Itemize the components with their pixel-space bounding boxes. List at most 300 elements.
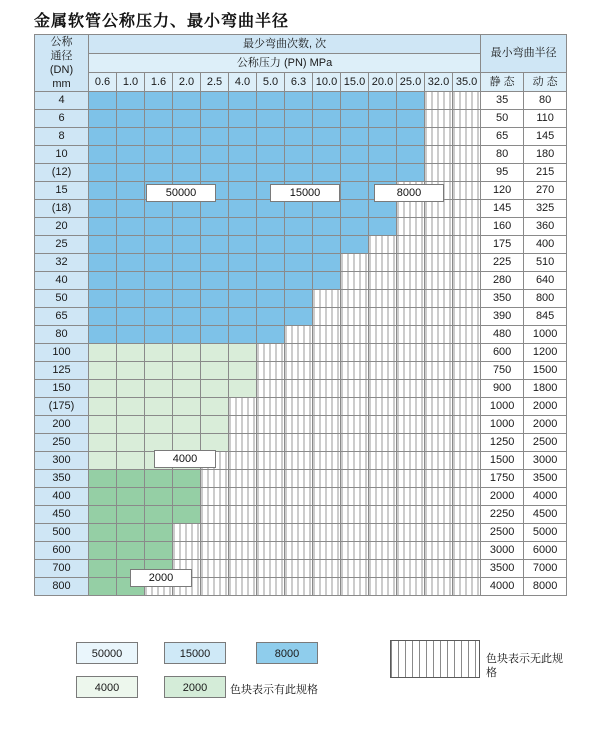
pn-value-header-13: 35.0: [453, 73, 481, 92]
cell-r22-c1: [117, 488, 145, 506]
cell-r1-c4: [201, 110, 229, 128]
cell-r23-c4: [201, 506, 229, 524]
legend-swatch-4000: 4000: [76, 676, 138, 698]
cell-r18-c0: [89, 416, 117, 434]
row-dynamic-radius: 510: [524, 254, 567, 272]
pn-value-header-2: 1.6: [145, 73, 173, 92]
cell-r16-c1: [117, 380, 145, 398]
row-dynamic-radius: 3500: [524, 470, 567, 488]
table-row: [35, 110, 567, 128]
table-row: [35, 218, 567, 236]
cell-r9-c0: [89, 254, 117, 272]
cell-r12-c8: [313, 308, 341, 326]
cell-r3-c3: [173, 146, 201, 164]
cell-r10-c7: [285, 272, 313, 290]
table-row: [35, 398, 567, 416]
cell-r7-c0: [89, 218, 117, 236]
cell-r12-c0: [89, 308, 117, 326]
pn-value-header-4: 2.5: [201, 73, 229, 92]
cell-r24-c6: [257, 524, 285, 542]
cell-r25-c1: [117, 542, 145, 560]
cell-r24-c8: [313, 524, 341, 542]
cell-r20-c10: [369, 452, 397, 470]
cell-r3-c8: [313, 146, 341, 164]
cell-r8-c7: [285, 236, 313, 254]
cell-r9-c4: [201, 254, 229, 272]
cell-r4-c8: [313, 164, 341, 182]
row-dn-label: 65: [35, 308, 89, 326]
cell-r11-c13: [453, 290, 481, 308]
cell-r0-c13: [453, 92, 481, 110]
row-static-radius: 1000: [481, 398, 524, 416]
cell-r1-c8: [313, 110, 341, 128]
cell-r8-c13: [453, 236, 481, 254]
cell-r0-c1: [117, 92, 145, 110]
table-row: [35, 236, 567, 254]
cell-r3-c11: [397, 146, 425, 164]
cell-r4-c0: [89, 164, 117, 182]
cell-r15-c9: [341, 362, 369, 380]
cell-r21-c1: [117, 470, 145, 488]
cell-r7-c9: [341, 218, 369, 236]
cell-r21-c0: [89, 470, 117, 488]
table-row: [35, 92, 567, 110]
row-static-radius: 1750: [481, 470, 524, 488]
cell-r11-c11: [397, 290, 425, 308]
cell-r18-c4: [201, 416, 229, 434]
cell-r8-c8: [313, 236, 341, 254]
pn-value-header-1: 1.0: [117, 73, 145, 92]
cell-r9-c6: [257, 254, 285, 272]
table-row: [35, 416, 567, 434]
table-row: [35, 506, 567, 524]
cell-r19-c5: [229, 434, 257, 452]
cell-r3-c12: [425, 146, 453, 164]
row-dynamic-radius: 80: [524, 92, 567, 110]
table-row: [35, 578, 567, 596]
cell-r22-c2: [145, 488, 173, 506]
cell-r10-c0: [89, 272, 117, 290]
cell-r6-c0: [89, 200, 117, 218]
cell-r23-c3: [173, 506, 201, 524]
cell-r27-c7: [285, 578, 313, 596]
cell-r13-c3: [173, 326, 201, 344]
cell-r17-c1: [117, 398, 145, 416]
row-static-radius: 750: [481, 362, 524, 380]
row-static-radius: 600: [481, 344, 524, 362]
row-static-radius: 145: [481, 200, 524, 218]
cell-r13-c0: [89, 326, 117, 344]
cell-r9-c10: [369, 254, 397, 272]
cell-r26-c4: [201, 560, 229, 578]
cell-r21-c12: [425, 470, 453, 488]
cell-r3-c2: [145, 146, 173, 164]
cell-r17-c2: [145, 398, 173, 416]
cell-r18-c13: [453, 416, 481, 434]
page-title: 金属软管公称压力、最小弯曲半径: [34, 13, 290, 30]
row-static-radius: 1500: [481, 452, 524, 470]
callout-4000: 4000: [154, 450, 216, 468]
cell-r25-c11: [397, 542, 425, 560]
row-static-radius: 65: [481, 128, 524, 146]
row-static-radius: 120: [481, 182, 524, 200]
cell-r12-c12: [425, 308, 453, 326]
cell-r1-c7: [285, 110, 313, 128]
cell-r17-c4: [201, 398, 229, 416]
cell-r20-c5: [229, 452, 257, 470]
legend-color-note: 色块表示有此规格: [230, 684, 318, 696]
cell-r17-c11: [397, 398, 425, 416]
legend-swatch-8000: 8000: [256, 642, 318, 664]
row-static-radius: 1000: [481, 416, 524, 434]
row-dn-label: 4: [35, 92, 89, 110]
cell-r25-c12: [425, 542, 453, 560]
cell-r8-c2: [145, 236, 173, 254]
cell-r14-c0: [89, 344, 117, 362]
cell-r18-c8: [313, 416, 341, 434]
cell-r11-c0: [89, 290, 117, 308]
cell-r4-c4: [201, 164, 229, 182]
table-row: [35, 200, 567, 218]
cell-r24-c3: [173, 524, 201, 542]
cell-r10-c4: [201, 272, 229, 290]
table-row: [35, 344, 567, 362]
pn-value-header-6: 5.0: [257, 73, 285, 92]
table-row: [35, 254, 567, 272]
legend-hatch-note: 色块表示无此规格: [486, 653, 563, 679]
table-row: [35, 434, 567, 452]
cell-r20-c8: [313, 452, 341, 470]
cell-r16-c10: [369, 380, 397, 398]
cell-r24-c1: [117, 524, 145, 542]
cell-r24-c2: [145, 524, 173, 542]
row-dynamic-radius: 2000: [524, 416, 567, 434]
cell-r14-c3: [173, 344, 201, 362]
cell-r1-c11: [397, 110, 425, 128]
cell-r7-c13: [453, 218, 481, 236]
cell-r15-c6: [257, 362, 285, 380]
cell-r24-c7: [285, 524, 313, 542]
cell-r7-c2: [145, 218, 173, 236]
cell-r4-c1: [117, 164, 145, 182]
dn-header-line-2: (DN): [49, 64, 74, 76]
cell-r13-c9: [341, 326, 369, 344]
cell-r15-c4: [201, 362, 229, 380]
legend: [34, 636, 566, 716]
cell-r15-c8: [313, 362, 341, 380]
row-dn-label: 10: [35, 146, 89, 164]
cell-r7-c6: [257, 218, 285, 236]
cell-r15-c12: [425, 362, 453, 380]
row-dynamic-radius: 640: [524, 272, 567, 290]
cell-r15-c1: [117, 362, 145, 380]
cell-r16-c6: [257, 380, 285, 398]
row-dynamic-radius: 1000: [524, 326, 567, 344]
cell-r16-c3: [173, 380, 201, 398]
cell-r8-c6: [257, 236, 285, 254]
table-row: [35, 488, 567, 506]
cell-r25-c4: [201, 542, 229, 560]
callout-50000: 50000: [146, 184, 216, 202]
cell-r16-c11: [397, 380, 425, 398]
cell-r26-c11: [397, 560, 425, 578]
cell-r17-c12: [425, 398, 453, 416]
cell-r14-c10: [369, 344, 397, 362]
cell-r13-c4: [201, 326, 229, 344]
row-static-radius: 95: [481, 164, 524, 182]
cell-r18-c9: [341, 416, 369, 434]
cell-r18-c2: [145, 416, 173, 434]
legend-swatch-15000: 15000: [164, 642, 226, 664]
dn-header-line-0: 公称: [50, 36, 73, 48]
cell-r17-c3: [173, 398, 201, 416]
cell-r21-c13: [453, 470, 481, 488]
cell-r25-c5: [229, 542, 257, 560]
cell-r25-c10: [369, 542, 397, 560]
static-radius-header: 静 态: [481, 73, 524, 92]
cell-r0-c0: [89, 92, 117, 110]
cell-r25-c0: [89, 542, 117, 560]
cell-r0-c11: [397, 92, 425, 110]
cell-r6-c13: [453, 200, 481, 218]
legend-swatch-50000: 50000: [76, 642, 138, 664]
cell-r21-c7: [285, 470, 313, 488]
cell-r9-c7: [285, 254, 313, 272]
table-row: [35, 128, 567, 146]
cell-r24-c0: [89, 524, 117, 542]
row-dn-label: 300: [35, 452, 89, 470]
dynamic-radius-header: 动 态: [524, 73, 567, 92]
cell-r27-c9: [341, 578, 369, 596]
pn-value-header-7: 6.3: [285, 73, 313, 92]
cell-r16-c4: [201, 380, 229, 398]
pn-value-header-5: 4.0: [229, 73, 257, 92]
cell-r11-c10: [369, 290, 397, 308]
row-static-radius: 350: [481, 290, 524, 308]
row-dynamic-radius: 325: [524, 200, 567, 218]
cell-r18-c10: [369, 416, 397, 434]
cell-r14-c13: [453, 344, 481, 362]
row-static-radius: 3000: [481, 542, 524, 560]
row-dn-label: 40: [35, 272, 89, 290]
cell-r8-c12: [425, 236, 453, 254]
cell-r2-c13: [453, 128, 481, 146]
dn-header-line-3: mm: [52, 78, 71, 90]
row-static-radius: 4000: [481, 578, 524, 596]
cell-r1-c10: [369, 110, 397, 128]
row-dn-label: 100: [35, 344, 89, 362]
cell-r9-c8: [313, 254, 341, 272]
table-header-row-1: [35, 35, 567, 54]
cell-r2-c0: [89, 128, 117, 146]
cell-r13-c10: [369, 326, 397, 344]
cell-r16-c5: [229, 380, 257, 398]
cell-r2-c7: [285, 128, 313, 146]
cell-r27-c13: [453, 578, 481, 596]
row-dn-label: 8: [35, 128, 89, 146]
cell-r19-c13: [453, 434, 481, 452]
dn-header-cell: [35, 35, 89, 92]
row-dn-label: (12): [35, 164, 89, 182]
row-dynamic-radius: 1500: [524, 362, 567, 380]
row-dynamic-radius: 110: [524, 110, 567, 128]
row-dynamic-radius: 400: [524, 236, 567, 254]
cell-r20-c9: [341, 452, 369, 470]
cell-r24-c5: [229, 524, 257, 542]
row-static-radius: 175: [481, 236, 524, 254]
cell-r13-c6: [257, 326, 285, 344]
cell-r17-c13: [453, 398, 481, 416]
row-static-radius: 2250: [481, 506, 524, 524]
row-dynamic-radius: 215: [524, 164, 567, 182]
cell-r26-c7: [285, 560, 313, 578]
cell-r11-c1: [117, 290, 145, 308]
row-dn-label: 450: [35, 506, 89, 524]
cell-r27-c4: [201, 578, 229, 596]
cell-r3-c1: [117, 146, 145, 164]
table-row: [35, 146, 567, 164]
cell-r11-c7: [285, 290, 313, 308]
cell-r24-c9: [341, 524, 369, 542]
table-row: [35, 560, 567, 578]
cell-r2-c4: [201, 128, 229, 146]
table-row: [35, 164, 567, 182]
cell-r14-c4: [201, 344, 229, 362]
cell-r0-c8: [313, 92, 341, 110]
spec-table: [34, 34, 567, 596]
cell-r21-c11: [397, 470, 425, 488]
row-dynamic-radius: 145: [524, 128, 567, 146]
row-dynamic-radius: 2000: [524, 398, 567, 416]
cell-r25-c7: [285, 542, 313, 560]
cell-r21-c5: [229, 470, 257, 488]
row-static-radius: 480: [481, 326, 524, 344]
cell-r21-c3: [173, 470, 201, 488]
cell-r12-c5: [229, 308, 257, 326]
cell-r6-c8: [313, 200, 341, 218]
cell-r3-c0: [89, 146, 117, 164]
cell-r22-c4: [201, 488, 229, 506]
cell-r25-c2: [145, 542, 173, 560]
cell-r2-c5: [229, 128, 257, 146]
row-static-radius: 390: [481, 308, 524, 326]
cell-r12-c1: [117, 308, 145, 326]
cell-r7-c1: [117, 218, 145, 236]
table-row: [35, 524, 567, 542]
cell-r23-c0: [89, 506, 117, 524]
callout-8000: 8000: [374, 184, 444, 202]
pn-value-header-0: 0.6: [89, 73, 117, 92]
cell-r4-c13: [453, 164, 481, 182]
row-dn-label: 600: [35, 542, 89, 560]
cell-r8-c3: [173, 236, 201, 254]
cell-r25-c3: [173, 542, 201, 560]
cell-r0-c2: [145, 92, 173, 110]
row-dn-label: 800: [35, 578, 89, 596]
cell-r12-c3: [173, 308, 201, 326]
cell-r0-c9: [341, 92, 369, 110]
cell-r19-c8: [313, 434, 341, 452]
cell-r27-c11: [397, 578, 425, 596]
table-row: [35, 542, 567, 560]
row-dynamic-radius: 7000: [524, 560, 567, 578]
dn-header-line-1: 通径: [50, 50, 73, 62]
row-dn-label: 500: [35, 524, 89, 542]
cell-r10-c11: [397, 272, 425, 290]
cell-r22-c13: [453, 488, 481, 506]
cell-r6-c12: [425, 200, 453, 218]
cell-r10-c5: [229, 272, 257, 290]
cell-r9-c3: [173, 254, 201, 272]
cell-r25-c13: [453, 542, 481, 560]
table-header-row-3: [35, 73, 567, 92]
row-dynamic-radius: 845: [524, 308, 567, 326]
cell-r19-c11: [397, 434, 425, 452]
cell-r16-c0: [89, 380, 117, 398]
cell-r10-c2: [145, 272, 173, 290]
cell-r3-c6: [257, 146, 285, 164]
cell-r9-c5: [229, 254, 257, 272]
row-static-radius: 280: [481, 272, 524, 290]
row-dn-label: 20: [35, 218, 89, 236]
pn-value-header-8: 10.0: [313, 73, 341, 92]
cell-r22-c9: [341, 488, 369, 506]
row-dn-label: 250: [35, 434, 89, 452]
cell-r14-c5: [229, 344, 257, 362]
cell-r2-c8: [313, 128, 341, 146]
cell-r19-c7: [285, 434, 313, 452]
cell-r11-c4: [201, 290, 229, 308]
cell-r13-c12: [425, 326, 453, 344]
min-radius-header: 最小弯曲半径: [481, 35, 567, 73]
cell-r11-c8: [313, 290, 341, 308]
cell-r22-c10: [369, 488, 397, 506]
cell-r0-c12: [425, 92, 453, 110]
cell-r3-c5: [229, 146, 257, 164]
cell-r24-c4: [201, 524, 229, 542]
cell-r7-c10: [369, 218, 397, 236]
cell-r19-c2: [145, 434, 173, 452]
row-dn-label: 15: [35, 182, 89, 200]
cell-r21-c8: [313, 470, 341, 488]
cell-r7-c8: [313, 218, 341, 236]
table-row: [35, 470, 567, 488]
row-dn-label: 200: [35, 416, 89, 434]
cell-r18-c5: [229, 416, 257, 434]
cell-r9-c9: [341, 254, 369, 272]
cell-r27-c8: [313, 578, 341, 596]
cell-r9-c11: [397, 254, 425, 272]
cell-r1-c0: [89, 110, 117, 128]
cell-r22-c8: [313, 488, 341, 506]
cell-r11-c9: [341, 290, 369, 308]
row-static-radius: 225: [481, 254, 524, 272]
cell-r21-c4: [201, 470, 229, 488]
cell-r23-c12: [425, 506, 453, 524]
cell-r0-c5: [229, 92, 257, 110]
cell-r2-c9: [341, 128, 369, 146]
row-dn-label: 32: [35, 254, 89, 272]
row-dn-label: 350: [35, 470, 89, 488]
row-dynamic-radius: 270: [524, 182, 567, 200]
cell-r21-c9: [341, 470, 369, 488]
row-static-radius: 1250: [481, 434, 524, 452]
row-dn-label: 25: [35, 236, 89, 254]
row-dynamic-radius: 3000: [524, 452, 567, 470]
cell-r13-c7: [285, 326, 313, 344]
cell-r8-c9: [341, 236, 369, 254]
cell-r14-c6: [257, 344, 285, 362]
